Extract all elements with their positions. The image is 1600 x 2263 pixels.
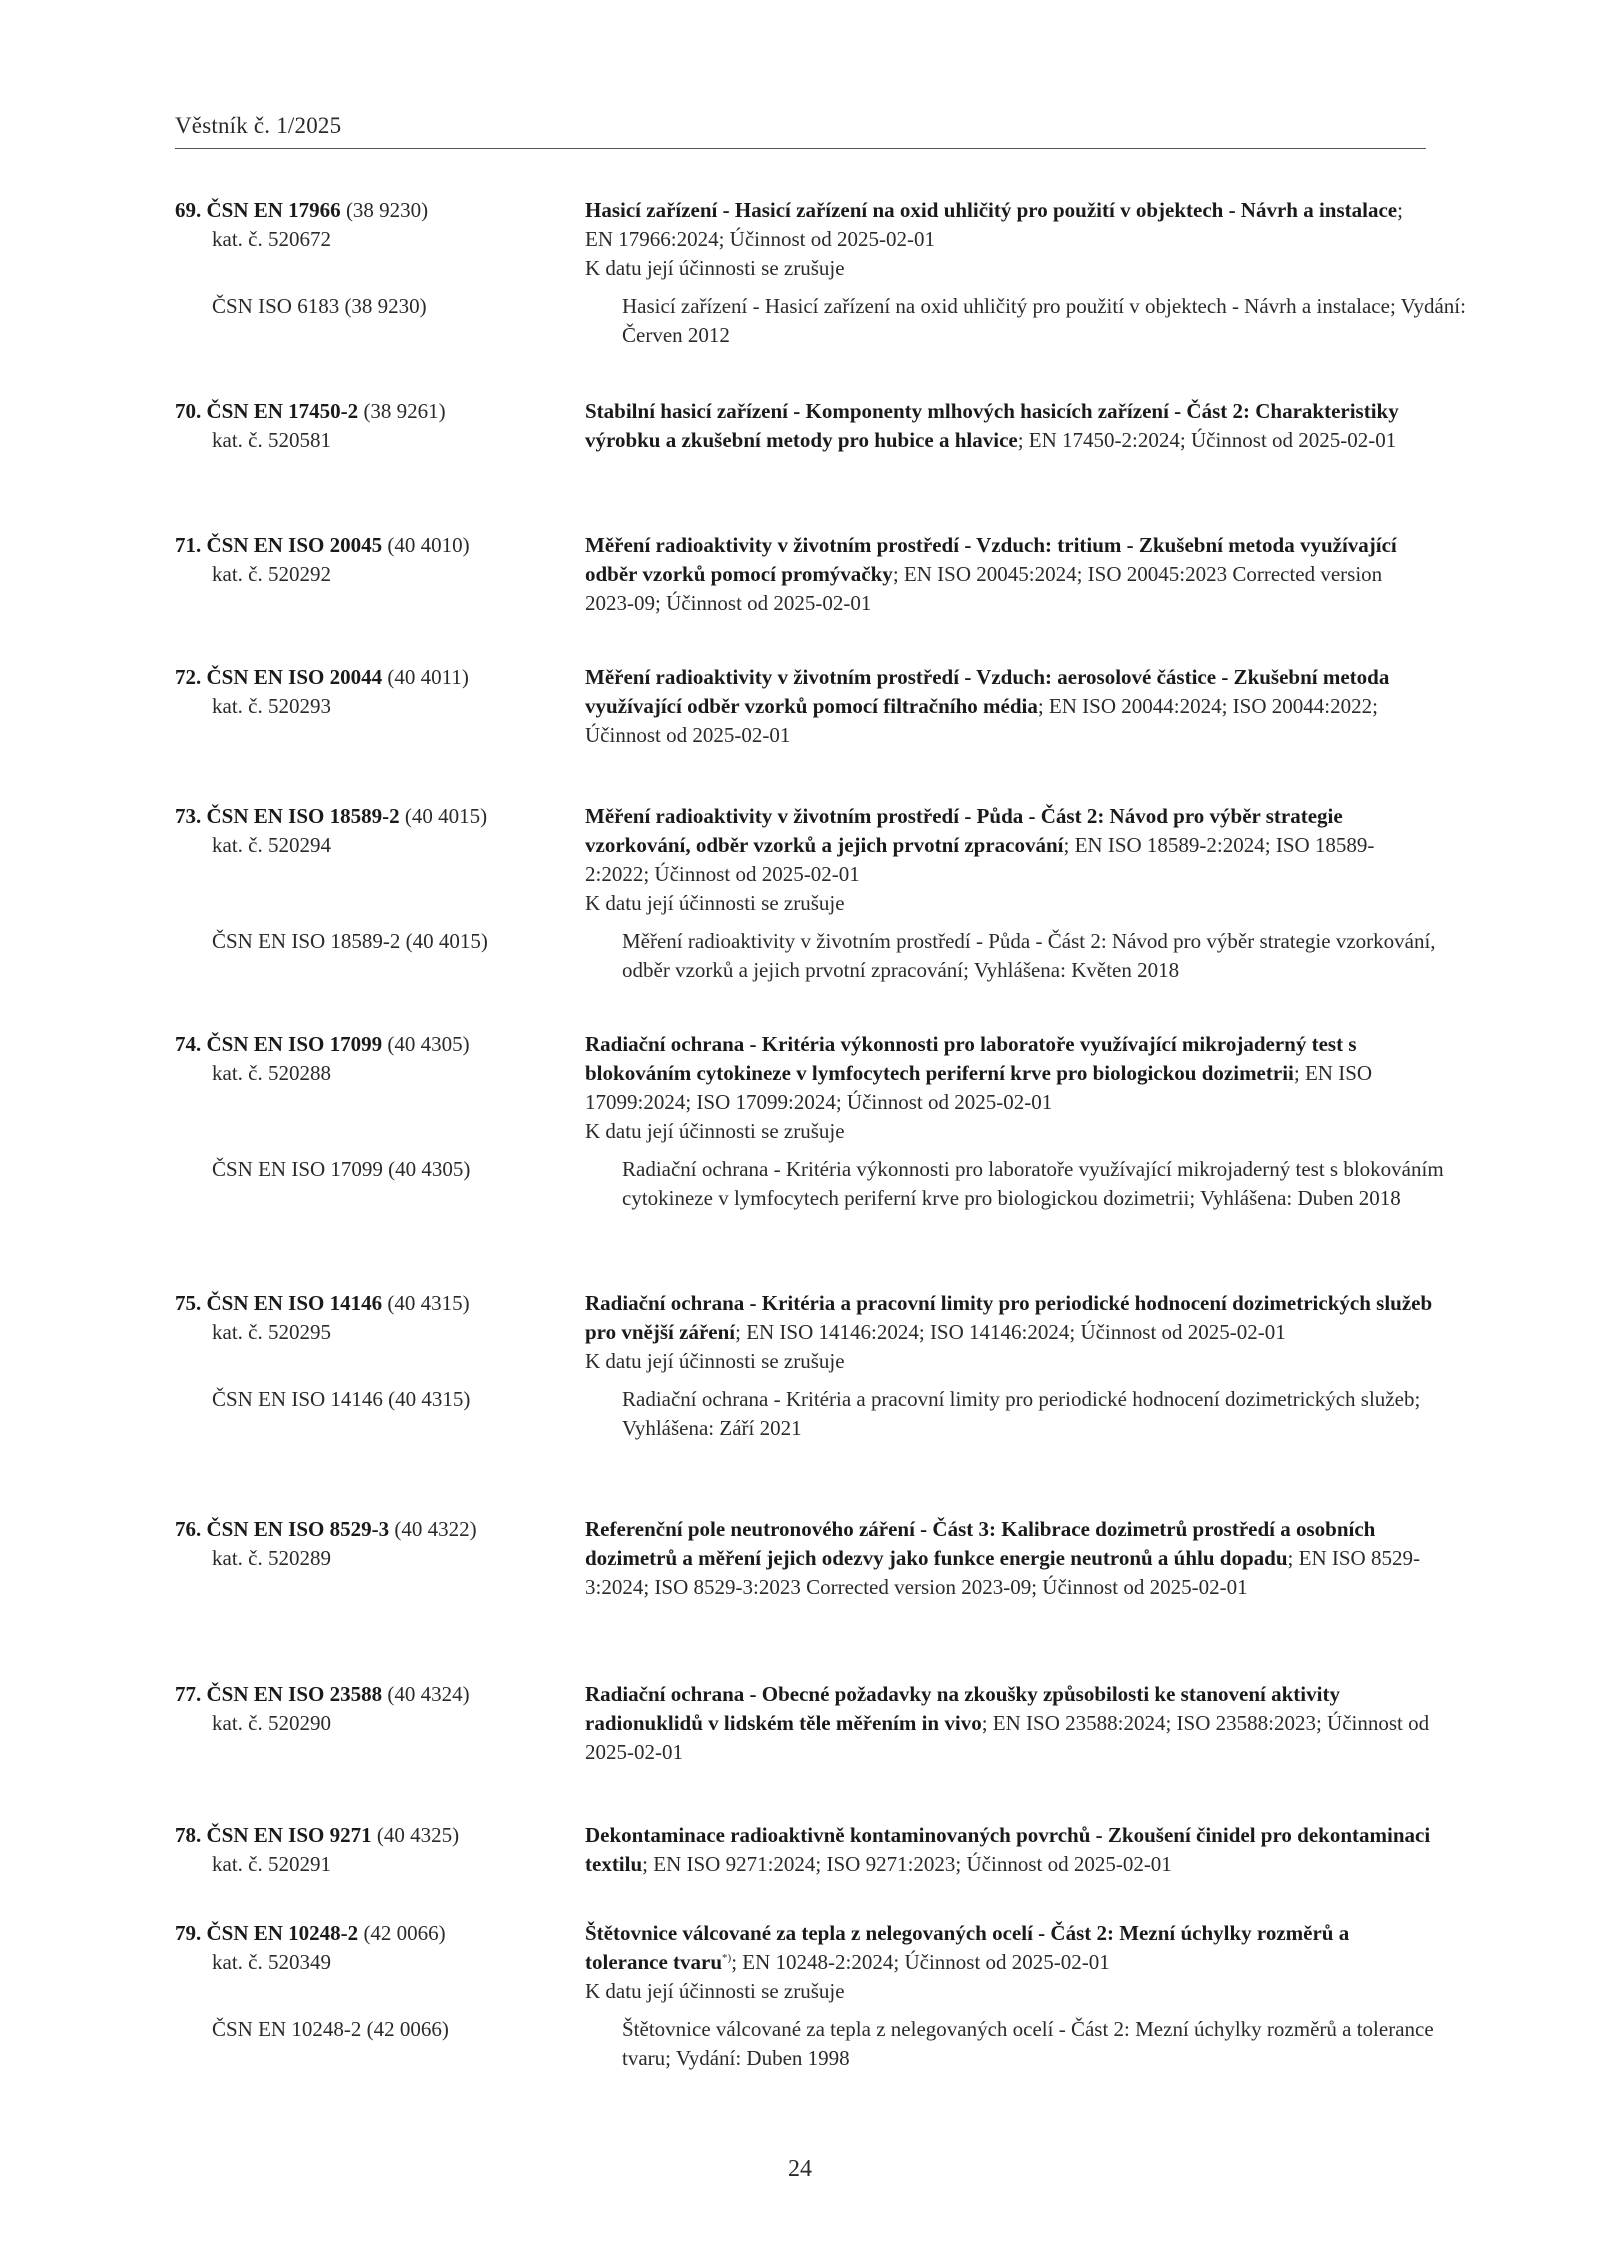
standard-code: ČSN EN 10248-2 (206, 1921, 359, 1945)
catalog-number: kat. č. 520288 (212, 1061, 331, 1085)
standard-identifier (175, 802, 585, 918)
replaced-standard-row (175, 292, 1466, 350)
standard-info: ; EN 17450-2:2024; Účinnost od 2025-02-01 (1017, 428, 1397, 452)
replaced-standard-code: ČSN EN ISO 17099 (40 4305) (212, 1157, 471, 1181)
standard-description (585, 1919, 1435, 2006)
classification-number: (40 4315) (387, 1291, 470, 1315)
standard-code: ČSN EN ISO 20045 (206, 533, 383, 557)
standard-identifier (175, 1515, 585, 1602)
standard-main-row (175, 1821, 1435, 1879)
standard-code-line (175, 1289, 585, 1318)
standard-description (585, 1030, 1435, 1146)
standard-identifier (175, 531, 585, 618)
catalog-number: kat. č. 520290 (212, 1711, 331, 1735)
entry-number: 75. (175, 1291, 202, 1315)
standard-description (585, 802, 1435, 918)
classification-number: (38 9230) (345, 198, 429, 222)
entry-number: 69. (175, 198, 202, 222)
standard-main-row (175, 1919, 1435, 2006)
standard-code: ČSN EN ISO 18589-2 (206, 804, 400, 828)
catalog-number: kat. č. 520581 (212, 428, 331, 452)
standard-main-row (175, 1680, 1435, 1767)
standard-info: ; EN ISO 17099:2024; ISO 17099:2024; Účinnost od 2025-02-01 (585, 1061, 1373, 1114)
standard-title: Radiační ochrana - Kritéria a pracovní limity pro periodické hodnocení dozimetrických služeb pro vnější záření (585, 1291, 1433, 1344)
standard-entry (175, 1919, 1435, 2073)
standard-entry (175, 397, 1435, 455)
entry-number: 79. (175, 1921, 202, 1945)
standard-code-line (175, 663, 585, 692)
replaced-standard-row (175, 927, 1435, 985)
standard-main-row (175, 397, 1435, 455)
standard-info: ; EN ISO 8529-3:2024; ISO 8529-3:2023 Corrected version 2023-09; Účinnost od 2025-02-01 (585, 1546, 1420, 1599)
classification-number: (40 4011) (387, 665, 469, 689)
cancellation-note: K datu její účinnosti se zrušuje (585, 256, 845, 280)
replaced-standard-code: ČSN ISO 6183 (38 9230) (212, 294, 427, 318)
standard-identifier (175, 1919, 585, 2006)
standard-title: Měření radioaktivity v životním prostředí - Půda - Část 2: Návod pro výběr strategie vzorkování, odběr vzorků a jejich prvotní zpracování (585, 804, 1343, 857)
replaced-standard-title: Radiační ochrana - Kritéria výkonnosti pro laboratoře využívající mikrojaderný test s blokováním cytokineze v lymfocytech periferní krve pro biologickou dozimetrii; Vyhlášena: Duben 2018 (622, 1157, 1444, 1210)
standard-code: ČSN EN ISO 23588 (206, 1682, 383, 1706)
replaced-standard-code: ČSN EN 10248-2 (42 0066) (212, 2017, 449, 2041)
standard-code-line (175, 802, 585, 831)
standard-identifier (175, 1680, 585, 1767)
standard-entry (175, 1289, 1435, 1443)
cancellation-note: K datu její účinnosti se zrušuje (585, 891, 845, 915)
replaced-standard-title: Štětovnice válcované za tepla z nelegovaných ocelí - Část 2: Mezní úchylky rozměrů a tolerance tvaru; Vydání: Duben 1998 (622, 2017, 1434, 2070)
standard-identifier (175, 1289, 585, 1376)
cancellation-note: K datu její účinnosti se zrušuje (585, 1979, 845, 2003)
standard-entry (175, 531, 1435, 618)
classification-number: (40 4015) (404, 804, 488, 828)
catalog-number: kat. č. 520293 (212, 694, 331, 718)
standard-main-row (175, 1030, 1435, 1146)
standard-identifier (175, 196, 585, 283)
classification-number: (40 4010) (387, 533, 470, 557)
standard-title: Hasicí zařízení - Hasicí zařízení na oxid uhličitý pro použití v objektech - Návrh a instalace (585, 198, 1398, 222)
standard-code: ČSN EN ISO 14146 (206, 1291, 383, 1315)
page-number: 24 (788, 2156, 812, 2182)
catalog-number: kat. č. 520672 (212, 227, 331, 251)
catalog-number: kat. č. 520292 (212, 562, 331, 586)
catalog-number: kat. č. 520289 (212, 1546, 331, 1570)
entry-number: 74. (175, 1032, 202, 1056)
standard-entry (175, 1515, 1435, 1602)
entry-number: 72. (175, 665, 202, 689)
standard-title: Štětovnice válcované za tepla z nelegovaných ocelí - Část 2: Mezní úchylky rozměrů a tolerance tvaru (585, 1921, 1350, 1974)
standard-title: Radiační ochrana - Obecné požadavky na zkoušky způsobilosti ke stanovení aktivity radionuklidů v lidském těle měřením in vivo (585, 1682, 1340, 1735)
standard-info: ; EN ISO 9271:2024; ISO 9271:2023; Účinnost od 2025-02-01 (642, 1852, 1172, 1876)
standard-entry (175, 1030, 1444, 1213)
standard-title: Radiační ochrana - Kritéria výkonnosti pro laboratoře využívající mikrojaderný test s blokováním cytokineze v lymfocytech periferní krve pro biologickou dozimetrii (585, 1032, 1357, 1085)
replaced-standard-code: ČSN EN ISO 18589-2 (40 4015) (212, 929, 488, 953)
classification-number: (40 4325) (376, 1823, 460, 1847)
standard-info: ; EN 17966:2024; Účinnost od 2025-02-01 (585, 198, 1403, 251)
standard-entry (175, 1680, 1435, 1767)
standard-entry (175, 196, 1466, 350)
entry-number: 77. (175, 1682, 202, 1706)
standard-entry (175, 1821, 1435, 1879)
standard-main-row (175, 663, 1435, 750)
standard-main-row (175, 1289, 1435, 1376)
standard-description (585, 663, 1435, 750)
standard-code: ČSN EN ISO 17099 (206, 1032, 383, 1056)
standard-info: ; EN ISO 23588:2024; ISO 23588:2023; Účinnost od 2025-02-01 (585, 1711, 1430, 1764)
replaced-standard-row (175, 1385, 1435, 1443)
standard-code-line (175, 1030, 585, 1059)
standard-title: Referenční pole neutronového záření - Část 3: Kalibrace dozimetrů prostředí a osobních dozimetrů a měření jejich odezvy jako funkce energie neutronů a úhlu dopadu (585, 1517, 1376, 1570)
standard-code-line (175, 1515, 585, 1544)
standard-entry (175, 802, 1435, 985)
standard-description (585, 397, 1435, 455)
standard-entry (175, 663, 1435, 750)
standard-code-line (175, 1821, 585, 1850)
standard-description (585, 1821, 1435, 1879)
classification-number: (40 4324) (387, 1682, 470, 1706)
standard-description (585, 1515, 1435, 1602)
classification-number: (40 4305) (387, 1032, 470, 1056)
standard-info: ; EN ISO 20045:2024; ISO 20045:2023 Corrected version 2023-09; Účinnost od 2025-02-01 (585, 562, 1383, 615)
replaced-standard-title: Hasicí zařízení - Hasicí zařízení na oxid uhličitý pro použití v objektech - Návrh a instalace; Vydání: Červen 2012 (622, 294, 1466, 347)
standard-identifier (175, 1030, 585, 1146)
entry-number: 73. (175, 804, 202, 828)
standard-title: Měření radioaktivity v životním prostředí - Vzduch: aerosolové částice - Zkušební metoda využívající odběr vzorků pomocí filtračního média (585, 665, 1390, 718)
entry-number: 70. (175, 399, 202, 423)
classification-number: (38 9261) (363, 399, 446, 423)
standard-description (585, 1680, 1435, 1767)
standard-main-row (175, 531, 1435, 618)
replaced-standard-row (175, 2015, 1435, 2073)
replaced-standard-title: Měření radioaktivity v životním prostředí - Půda - Část 2: Návod pro výběr strategie vzorkování, odběr vzorků a jejich prvotní zpracování; Vyhlášena: Květen 2018 (622, 929, 1436, 982)
standard-code: ČSN EN 17450-2 (206, 399, 359, 423)
standard-main-row (175, 196, 1435, 283)
replaced-standard-row (175, 1155, 1444, 1213)
standard-description (585, 531, 1435, 618)
standard-info: ; EN ISO 14146:2024; ISO 14146:2024; Účinnost od 2025-02-01 (735, 1320, 1286, 1344)
standard-main-row (175, 802, 1435, 918)
standard-code-line (175, 1680, 585, 1709)
standard-description (585, 1289, 1435, 1376)
standard-title: Stabilní hasicí zařízení - Komponenty mlhových hasicích zařízení - Část 2: Charakteristiky výrobku a zkušební metody pro hubice a hlavice (585, 399, 1399, 452)
standard-title: Měření radioaktivity v životním prostředí - Vzduch: tritium - Zkušební metoda využívající odběr vzorků pomocí promývačky (585, 533, 1397, 586)
standard-title: Dekontaminace radioaktivně kontaminovaných povrchů - Zkoušení činidel pro dekontaminaci textilu (585, 1823, 1431, 1876)
standard-identifier (175, 663, 585, 750)
standard-code-line (175, 1919, 585, 1948)
standard-code-line (175, 531, 585, 560)
replaced-standard-title: Radiační ochrana - Kritéria a pracovní limity pro periodické hodnocení dozimetrických služeb; Vyhlášena: Září 2021 (622, 1387, 1421, 1440)
standard-code-line (175, 196, 585, 225)
standard-main-row (175, 1515, 1435, 1602)
standard-description (585, 196, 1435, 283)
classification-number: (40 4322) (394, 1517, 477, 1541)
catalog-number: kat. č. 520294 (212, 833, 331, 857)
footnote-marker: *) (722, 1952, 732, 1964)
standard-code: ČSN EN ISO 8529-3 (206, 1517, 390, 1541)
cancellation-note: K datu její účinnosti se zrušuje (585, 1119, 845, 1143)
page-header (175, 113, 1426, 149)
standard-code: ČSN EN ISO 9271 (206, 1823, 372, 1847)
entry-number: 71. (175, 533, 202, 557)
standard-info: ; EN 10248-2:2024; Účinnost od 2025-02-01 (731, 1950, 1110, 1974)
entry-number: 76. (175, 1517, 202, 1541)
standard-code-line (175, 397, 585, 426)
standard-info: ; EN ISO 20044:2024; ISO 20044:2022; Účinnost od 2025-02-01 (585, 694, 1378, 747)
catalog-number: kat. č. 520291 (212, 1852, 331, 1876)
standard-info: ; EN ISO 18589-2:2024; ISO 18589-2:2022; Účinnost od 2025-02-01 (585, 833, 1375, 886)
standard-code: ČSN EN 17966 (206, 198, 341, 222)
catalog-number: kat. č. 520349 (212, 1950, 331, 1974)
cancellation-note: K datu její účinnosti se zrušuje (585, 1349, 845, 1373)
entry-number: 78. (175, 1823, 202, 1847)
catalog-number: kat. č. 520295 (212, 1320, 331, 1344)
standard-identifier (175, 1821, 585, 1879)
standard-code: ČSN EN ISO 20044 (206, 665, 383, 689)
classification-number: (42 0066) (363, 1921, 446, 1945)
replaced-standard-code: ČSN EN ISO 14146 (40 4315) (212, 1387, 471, 1411)
standard-identifier (175, 397, 585, 455)
bulletin-title: Věstník č. 1/2025 (175, 113, 342, 138)
